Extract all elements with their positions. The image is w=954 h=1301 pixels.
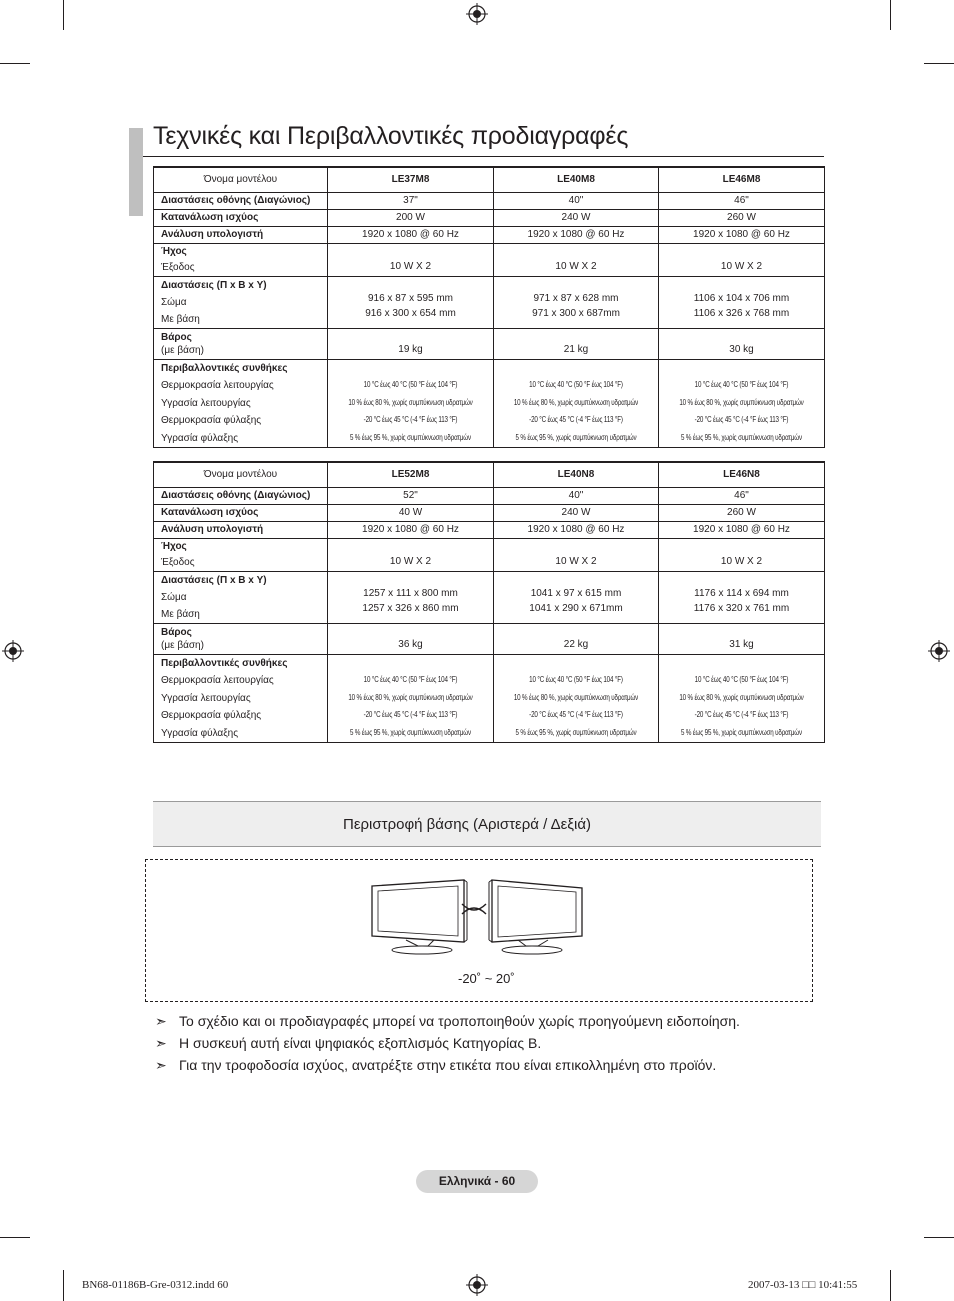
note-text: Για την τροφοδοσία ισχύος, ανατρέξτε στην ετικέτα που είναι επικολλημένη στο προϊόν.: [179, 1057, 717, 1073]
model-name: LE46M8: [659, 167, 825, 192]
screen-size-value: 46": [659, 192, 825, 209]
screen-size-value: 52": [328, 487, 494, 504]
body-label: Σώμα: [161, 591, 187, 603]
st-temp-value: -20 °C έως 45 °C (-4 °F έως 113 °F): [529, 710, 623, 720]
op-hum-value: 10 % έως 80 %, χωρίς συμπύκνωση υδρατμών: [679, 397, 804, 407]
resolution-value: 1920 x 1080 @ 60 Hz: [328, 226, 494, 243]
op-temp-label: Θερμοκρασία λειτουργίας: [161, 675, 274, 686]
rotation-section-header: [153, 801, 821, 847]
weight-value: 36 kg: [328, 623, 494, 654]
rotation-heading: Περιστροφή βάσης (Αριστερά / Δεξιά): [343, 816, 592, 833]
resolution-value: 1920 x 1080 @ 60 Hz: [659, 521, 825, 538]
screen-size-value: 46": [659, 487, 825, 504]
op-hum-value: 10 % έως 80 %, χωρίς συμπύκνωση υδρατμών: [348, 692, 473, 702]
table-row: [154, 538, 825, 571]
model-name: LE40M8: [494, 167, 659, 192]
op-hum-value: 10 % έως 80 %, χωρίς συμπύκνωση υδρατμών: [679, 692, 804, 702]
power-value: 200 W: [328, 209, 494, 226]
model-name: LE52M8: [328, 462, 494, 487]
st-temp-value: -20 °C έως 45 °C (-4 °F έως 113 °F): [363, 710, 458, 720]
stand-dimensions: 971 x 300 x 687mm: [532, 308, 620, 319]
weight-note: (με βάση): [161, 344, 204, 356]
model-name: LE40N8: [494, 462, 659, 487]
crop-mark: [63, 1270, 64, 1301]
op-temp-value: 10 °C έως 40 °C (50 °F έως 104 °F): [363, 380, 458, 390]
crop-mark: [63, 0, 64, 30]
table-row: [154, 623, 825, 654]
body-dimensions: 916 x 87 x 595 mm: [367, 293, 454, 304]
weight-value: 30 kg: [659, 328, 825, 359]
note-item: [155, 1057, 716, 1074]
table-row: [154, 226, 825, 243]
sound-output-value: 10 W X 2: [494, 243, 659, 276]
screen-size-label: Διαστάσεις οθόνης (Διαγώνιος): [154, 487, 328, 504]
arrow-icon: ➣: [155, 1035, 167, 1051]
st-hum-label: Υγρασία φύλαξης: [161, 432, 239, 444]
with-stand-label: Με βάση: [161, 313, 200, 325]
op-temp-label: Θερμοκρασία λειτουργίας: [161, 380, 274, 391]
sound-output-value: 10 W X 2: [328, 538, 494, 571]
crop-mark: [0, 1237, 30, 1238]
rotation-angle: -20˚ ~ 20˚: [458, 971, 515, 986]
body-dimensions: 1041 x 97 x 615 mm: [530, 588, 622, 599]
crop-mark: [890, 1270, 891, 1301]
st-temp-label: Θερμοκρασία φύλαξης: [161, 415, 262, 426]
op-temp-value: 10 °C έως 40 °C (50 °F έως 104 °F): [529, 380, 623, 390]
resolution-label: Ανάλυση υπολογιστή: [154, 226, 328, 243]
table-row: [154, 571, 825, 623]
weight-value: 22 kg: [494, 623, 659, 654]
spec-table-1: [153, 166, 825, 448]
table-row: [154, 504, 825, 521]
table-row: [154, 276, 825, 328]
weight-label: Βάρος: [161, 626, 192, 638]
op-hum-label: Υγρασία λειτουργίας: [161, 692, 251, 704]
tv-rotation-illustration: [368, 876, 588, 960]
body-dimensions: 1257 x 111 x 800 mm: [363, 588, 458, 599]
model-name: LE37M8: [328, 167, 494, 192]
table-row: [154, 209, 825, 226]
st-temp-value: -20 °C έως 45 °C (-4 °F έως 113 °F): [694, 710, 789, 720]
power-value: 240 W: [494, 209, 659, 226]
model-name: LE46N8: [659, 462, 825, 487]
screen-size-value: 40": [494, 192, 659, 209]
page-title: Τεχνικές και Περιβαλλοντικές προδιαγραφές: [153, 122, 629, 150]
sound-output-value: 10 W X 2: [659, 243, 825, 276]
table-row: [154, 243, 825, 276]
note-text: Το σχέδιο και οι προδιαγραφές μπορεί να τροποποιηθούν χωρίς προηγούμενη ειδοποίηση.: [179, 1013, 740, 1029]
op-temp-value: 10 °C έως 40 °C (50 °F έως 104 °F): [694, 380, 789, 390]
st-hum-value: 5 % έως 95 %, χωρίς συμπύκνωση υδρατμών: [350, 727, 471, 737]
model-name-label: Όνομα μοντέλου: [154, 167, 328, 192]
weight-label: Βάρος: [161, 331, 192, 343]
registration-mark-icon: [466, 3, 488, 25]
crop-mark: [890, 0, 891, 30]
body-label: Σώμα: [161, 296, 187, 308]
stand-dimensions: 916 x 300 x 654 mm: [365, 308, 456, 319]
table-row: [154, 192, 825, 209]
note-item: [155, 1013, 740, 1030]
model-name-label: Όνομα μοντέλου: [154, 462, 328, 487]
output-label: Έξοδος: [161, 556, 195, 568]
power-value: 240 W: [494, 504, 659, 521]
env-label: Περιβαλλοντικές συνθήκες: [161, 657, 288, 669]
weight-value: 31 kg: [659, 623, 825, 654]
table-row: [154, 462, 825, 487]
resolution-value: 1920 x 1080 @ 60 Hz: [328, 521, 494, 538]
resolution-value: 1920 x 1080 @ 60 Hz: [494, 521, 659, 538]
op-temp-value: 10 °C έως 40 °C (50 °F έως 104 °F): [363, 675, 458, 685]
stand-dimensions: 1257 x 326 x 860 mm: [362, 603, 459, 614]
power-label: Κατανάλωση ισχύος: [154, 504, 328, 521]
title-accent-bar: [129, 128, 143, 216]
title-rule: [143, 156, 824, 157]
note-text: Η συσκευή αυτή είναι ψηφιακός εξοπλισμός Κατηγορίας Β.: [179, 1035, 542, 1051]
st-hum-value: 5 % έως 95 %, χωρίς συμπύκνωση υδρατμών: [515, 727, 637, 737]
stand-dimensions: 1176 x 320 x 761 mm: [693, 603, 790, 614]
power-value: 260 W: [659, 504, 825, 521]
st-temp-value: -20 °C έως 45 °C (-4 °F έως 113 °F): [363, 415, 458, 425]
st-hum-value: 5 % έως 95 %, χωρίς συμπύκνωση υδρατμών: [515, 432, 637, 442]
power-label: Κατανάλωση ισχύος: [154, 209, 328, 226]
op-hum-value: 10 % έως 80 %, χωρίς συμπύκνωση υδρατμών: [513, 692, 639, 702]
op-temp-value: 10 °C έως 40 °C (50 °F έως 104 °F): [529, 675, 623, 685]
table-row: [154, 521, 825, 538]
body-dimensions: 971 x 87 x 628 mm: [533, 293, 619, 304]
body-dimensions: 1176 x 114 x 694 mm: [694, 588, 789, 599]
sound-label: Ήχος: [161, 540, 187, 552]
registration-mark-icon: [928, 640, 950, 662]
env-label: Περιβαλλοντικές συνθήκες: [161, 362, 288, 374]
arrow-icon: ➣: [155, 1057, 167, 1073]
table-row: [154, 487, 825, 504]
screen-size-label: Διαστάσεις οθόνης (Διαγώνιος): [154, 192, 328, 209]
resolution-value: 1920 x 1080 @ 60 Hz: [659, 226, 825, 243]
table-row: [154, 654, 825, 743]
crop-mark: [924, 1237, 954, 1238]
registration-mark-icon: [466, 1274, 488, 1296]
table-row: [154, 328, 825, 359]
stand-dimensions: 1106 x 326 x 768 mm: [693, 308, 790, 319]
page-number: Ελληνικά - 60: [438, 1174, 516, 1188]
sound-output-value: 10 W X 2: [659, 538, 825, 571]
op-hum-label: Υγρασία λειτουργίας: [161, 397, 251, 409]
dimensions-label: Διαστάσεις (Π x Β x Υ): [161, 279, 267, 291]
st-temp-label: Θερμοκρασία φύλαξης: [161, 710, 262, 721]
dimensions-label: Διαστάσεις (Π x Β x Υ): [161, 574, 267, 586]
st-hum-value: 5 % έως 95 %, χωρίς συμπύκνωση υδρατμών: [681, 727, 802, 737]
sound-output-value: 10 W X 2: [328, 243, 494, 276]
body-dimensions: 1106 x 104 x 706 mm: [693, 293, 790, 304]
st-temp-value: -20 °C έως 45 °C (-4 °F έως 113 °F): [694, 415, 789, 425]
note-item: [155, 1035, 541, 1052]
op-hum-value: 10 % έως 80 %, χωρίς συμπύκνωση υδρατμών: [513, 397, 639, 407]
footer-date: 2007-03-13 □□ 10:41:55: [748, 1279, 858, 1291]
screen-size-value: 40": [494, 487, 659, 504]
stand-dimensions: 1041 x 290 x 671mm: [529, 603, 623, 614]
weight-note: (με βάση): [161, 639, 204, 651]
resolution-value: 1920 x 1080 @ 60 Hz: [494, 226, 659, 243]
screen-size-value: 37": [328, 192, 494, 209]
st-hum-label: Υγρασία φύλαξης: [161, 727, 239, 739]
resolution-label: Ανάλυση υπολογιστή: [154, 521, 328, 538]
output-label: Έξοδος: [161, 261, 195, 273]
power-value: 40 W: [328, 504, 494, 521]
weight-value: 21 kg: [494, 328, 659, 359]
table-row: [154, 359, 825, 448]
sound-label: Ήχος: [161, 245, 187, 257]
table-row: [154, 167, 825, 192]
with-stand-label: Με βάση: [161, 608, 200, 620]
spec-table-2: [153, 461, 825, 743]
crop-mark: [924, 63, 954, 64]
st-temp-value: -20 °C έως 45 °C (-4 °F έως 113 °F): [529, 415, 623, 425]
crop-mark: [0, 63, 30, 64]
st-hum-value: 5 % έως 95 %, χωρίς συμπύκνωση υδρατμών: [350, 432, 471, 442]
sound-output-value: 10 W X 2: [494, 538, 659, 571]
arrow-icon: ➣: [155, 1013, 167, 1029]
registration-mark-icon: [2, 640, 24, 662]
op-hum-value: 10 % έως 80 %, χωρίς συμπύκνωση υδρατμών: [348, 397, 473, 407]
page-number-badge: [416, 1170, 538, 1193]
weight-value: 19 kg: [328, 328, 494, 359]
footer-file: BN68-01186B-Gre-0312.indd 60: [82, 1279, 229, 1291]
st-hum-value: 5 % έως 95 %, χωρίς συμπύκνωση υδρατμών: [681, 432, 802, 442]
power-value: 260 W: [659, 209, 825, 226]
op-temp-value: 10 °C έως 40 °C (50 °F έως 104 °F): [694, 675, 789, 685]
